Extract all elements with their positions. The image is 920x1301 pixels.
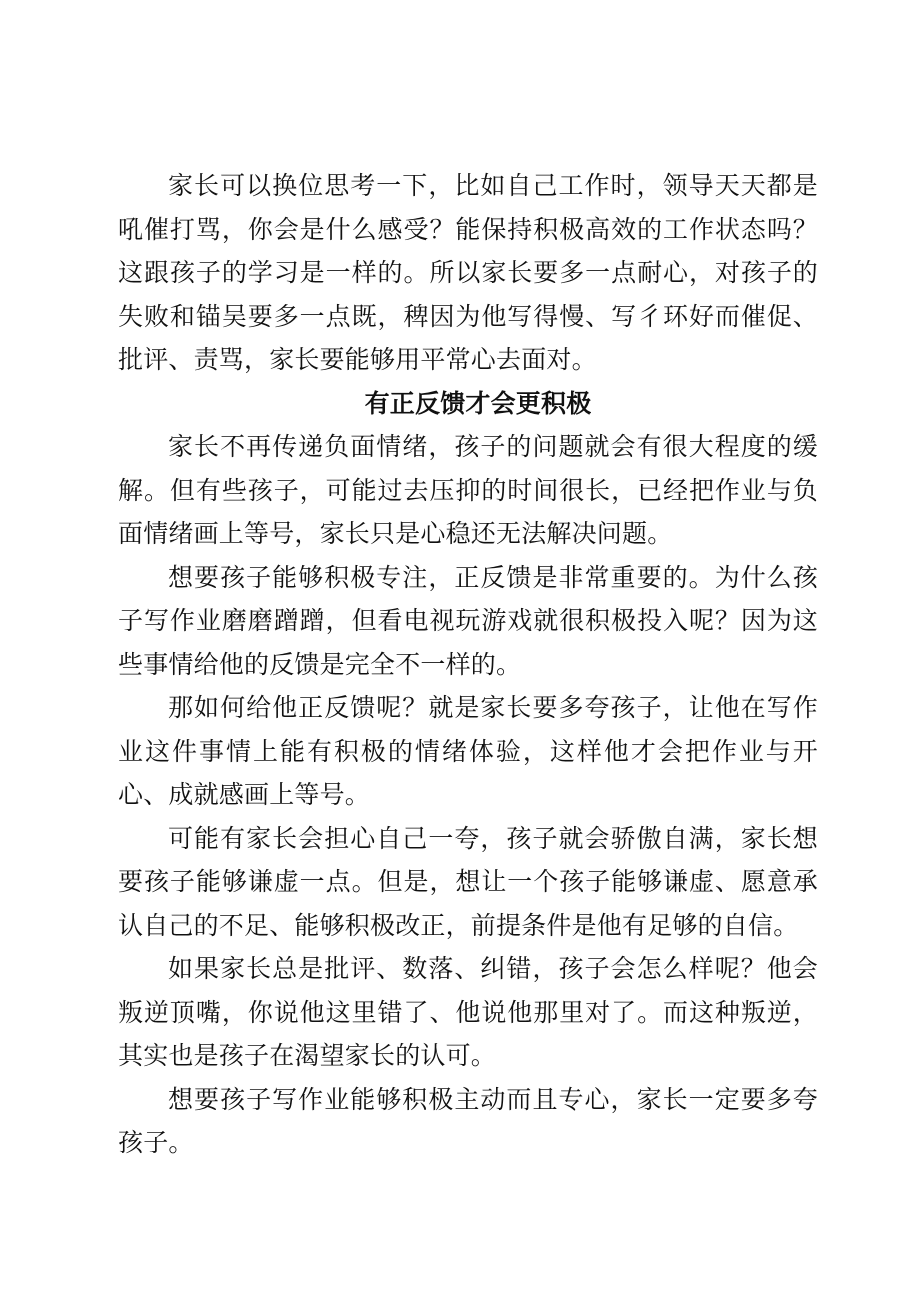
paragraph-4: 那如何给他正反馈呢？就是家长要多夸孩子，让他在写作业这件事情上能有积极的情绪体验，这样他才会把作业与开心、成就感画上等号。 — [118, 693, 818, 809]
paragraph-1: 家长可以换位思考一下，比如自己工作时，领导天天都是吼催打骂，你会是什么感受？能保持积极高效的工作状态吗？这跟孩子的学习是一样的。所以家长要多一点耐心，对孩子的失败和锚吴要多一点既，稗因为他写得慢、写彳环好而催促、批评、责骂，家长要能够用平常心去面对。 — [118, 171, 818, 374]
paragraph-7: 想要孩子写作业能够积极主动而且专心，家长一定要多夸孩子。 — [118, 1084, 818, 1157]
document-body — [118, 164, 818, 1165]
section-heading: 有正反馈才会更积极 — [364, 388, 592, 418]
paragraph-6: 如果家长总是批评、数落、纠错，孩子会怎么样呢？他会叛逆顶嘴，你说他这里错了、他说他那里对了。而这种叛逆，其实也是孩子在渴望家长的认可。 — [118, 954, 818, 1070]
paragraph-2: 家长不再传递负面情绪，孩子的问题就会有很大程度的缓解。但有些孩子，可能过去压抑的时间很长，已经把作业与负面情绪画上等号，家长只是心稳还无法解决问题。 — [118, 432, 818, 548]
paragraph-3: 想要孩子能够积极专注，正反馈是非常重要的。为什么孩子写作业磨磨蹭蹭，但看电视玩游戏就很积极投入呢？因为这些事情给他的反馈是完全不一样的。 — [118, 562, 818, 679]
paragraph-5: 可能有家长会担心自己一夸，孩子就会骄傲自满，家长想要孩子能够谦虚一点。但是，想让一个孩子能够谦虚、愿意承认自己的不足、能够积极改正，前提条件是他有足够的自信。 — [118, 823, 818, 940]
